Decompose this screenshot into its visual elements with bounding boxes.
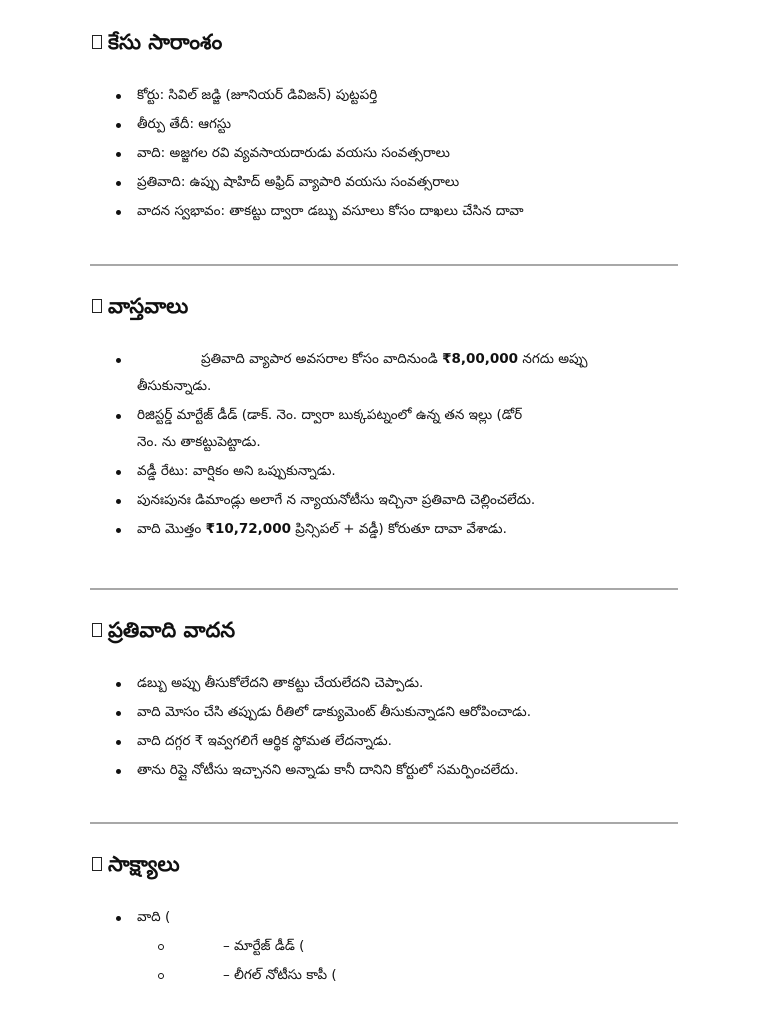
list-item-text: ప్రిన్సిపల్ + వడ్డీ) కోరుతూ దావా వేశాడు.: [295, 521, 507, 537]
bullet-icon: [116, 181, 121, 186]
list-item: [90, 703, 680, 722]
list-item: [90, 144, 680, 163]
case-summary-list: [90, 86, 680, 221]
evidence-sublist: [90, 937, 680, 985]
list-item-text: తీర్పు తేదీ: ఆగస్టు: [137, 116, 232, 132]
list-item: [90, 173, 680, 192]
defense-list: [90, 674, 680, 780]
list-item-text: తీసుకున్నాడు.: [137, 378, 212, 394]
facts-heading-text: వాస్తవాలు: [108, 294, 189, 318]
list-item-text: డబ్బు అప్పు తీసుకోలేదని తాకట్టు చేయలేదని చెప్పాడు.: [137, 675, 424, 691]
sub-list-item-text: – లీగల్ నోటీసు కాపీ (: [223, 967, 337, 983]
facts-heading: [90, 292, 680, 320]
missing-glyph-icon: [92, 35, 102, 49]
bullet-icon: [116, 123, 121, 128]
bullet-icon: [116, 414, 121, 419]
list-item: [90, 115, 680, 134]
bullet-icon: [116, 499, 121, 504]
list-item: [90, 732, 680, 751]
list-item: [90, 462, 680, 481]
sub-bullet-icon: [158, 944, 164, 950]
section-divider: [90, 264, 678, 266]
list-item-text: తాను రిప్లై నోటీసు ఇచ్చానని అన్నాడు కానీ దానిని కోర్టులో సమర్పించలేదు.: [137, 762, 519, 778]
list-item: [90, 202, 680, 221]
list-item-text: నెం. ను తాకట్టుపెట్టాడు.: [137, 434, 261, 450]
section-divider: [90, 588, 678, 590]
list-item-text: పునఃపునః డిమాండ్లు అలాగే న న్యాయనోటీసు ఇచ్చినా ప్రతివాది చెల్లించలేదు.: [137, 492, 536, 508]
list-item-text: ప్రతివాది: ఉప్పు షాహిద్ అఫ్రిద్ వ్యాపారి వయసు సంవత్సరాలు: [137, 174, 460, 190]
bullet-icon: [116, 94, 121, 99]
list-item-text: రిజిస్టర్డ్ మార్టేజ్ డీడ్ (డాక్. నెం. ద్వారా బుక్కపట్నంలో ఉన్న తన ఇల్లు (డోర్: [137, 407, 523, 423]
evidence-heading-text: సాక్ష్యాలు: [108, 852, 180, 876]
list-item: [90, 86, 680, 105]
list-item-text: వడ్డీ రేటు: వార్షికం అని ఒప్పుకున్నాడు.: [137, 463, 336, 479]
section-divider: [90, 822, 678, 824]
list-item: [90, 761, 680, 780]
bullet-icon: [116, 711, 121, 716]
loan-amount: ₹8,00,000: [442, 351, 519, 367]
evidence-list: [90, 908, 680, 927]
sub-list-item: [90, 966, 680, 985]
bullet-icon: [116, 769, 121, 774]
list-item: [90, 350, 680, 396]
list-item: [90, 908, 680, 927]
list-item-text: నగదు అప్పు: [522, 351, 588, 367]
bullet-icon: [116, 358, 121, 363]
list-item-text: వాది దగ్గర ₹ ఇవ్వగలిగే ఆర్థిక స్థోమత లేదన్నాడు.: [137, 733, 392, 749]
list-item-text: వాది: అజ్జగల రవి వ్యవసాయదారుడు వయసు సంవత్సరాలు: [137, 145, 450, 161]
sub-list-item-text: – మార్టేజ్ డీడ్ (: [223, 938, 305, 954]
bullet-icon: [116, 740, 121, 745]
missing-glyph-icon: [92, 857, 102, 871]
list-item-text: వాది మోసం చేసి తప్పుడు రీతిలో డాక్యుమెంట్ తీసుకున్నాడని ఆరోపించాడు.: [137, 704, 532, 720]
bullet-icon: [116, 682, 121, 687]
case-summary-section: [90, 28, 680, 221]
bullet-icon: [116, 916, 121, 921]
defense-section: [90, 616, 680, 780]
list-item-text: వాదన స్వభావం: తాకట్టు ద్వారా డబ్బు వసూలు కోసం దాఖలు చేసిన దావా: [137, 203, 524, 219]
claim-amount: ₹10,72,000: [205, 521, 291, 537]
list-item-text: వాది మొత్తం: [137, 521, 202, 537]
bullet-icon: [116, 470, 121, 475]
missing-glyph-icon: [92, 299, 102, 313]
list-item-text: కోర్టు: సివిల్ జడ్జి (జూనియర్ డివిజన్) పుట్టపర్తి: [137, 87, 378, 103]
list-item-text: వాది (: [137, 909, 171, 925]
bullet-icon: [116, 210, 121, 215]
case-summary-heading-text: కేసు సారాంశం: [108, 30, 223, 54]
list-item: [90, 491, 680, 510]
list-item: [90, 406, 680, 452]
sub-bullet-icon: [158, 973, 164, 979]
list-item: [90, 520, 680, 539]
list-item: [90, 674, 680, 693]
evidence-heading: [90, 850, 680, 878]
bullet-icon: [116, 528, 121, 533]
missing-glyph-icon: [92, 623, 102, 637]
defense-heading: [90, 616, 680, 644]
list-item-text: ప్రతివాది వ్యాపార అవసరాల కోసం వాదినుండి: [201, 351, 438, 367]
defense-heading-text: ప్రతివాది వాదన: [108, 618, 236, 642]
bullet-icon: [116, 152, 121, 157]
facts-section: [90, 292, 680, 539]
evidence-section: [90, 850, 680, 985]
case-summary-heading: [90, 28, 680, 56]
sub-list-item: [90, 937, 680, 956]
facts-list: [90, 350, 680, 539]
